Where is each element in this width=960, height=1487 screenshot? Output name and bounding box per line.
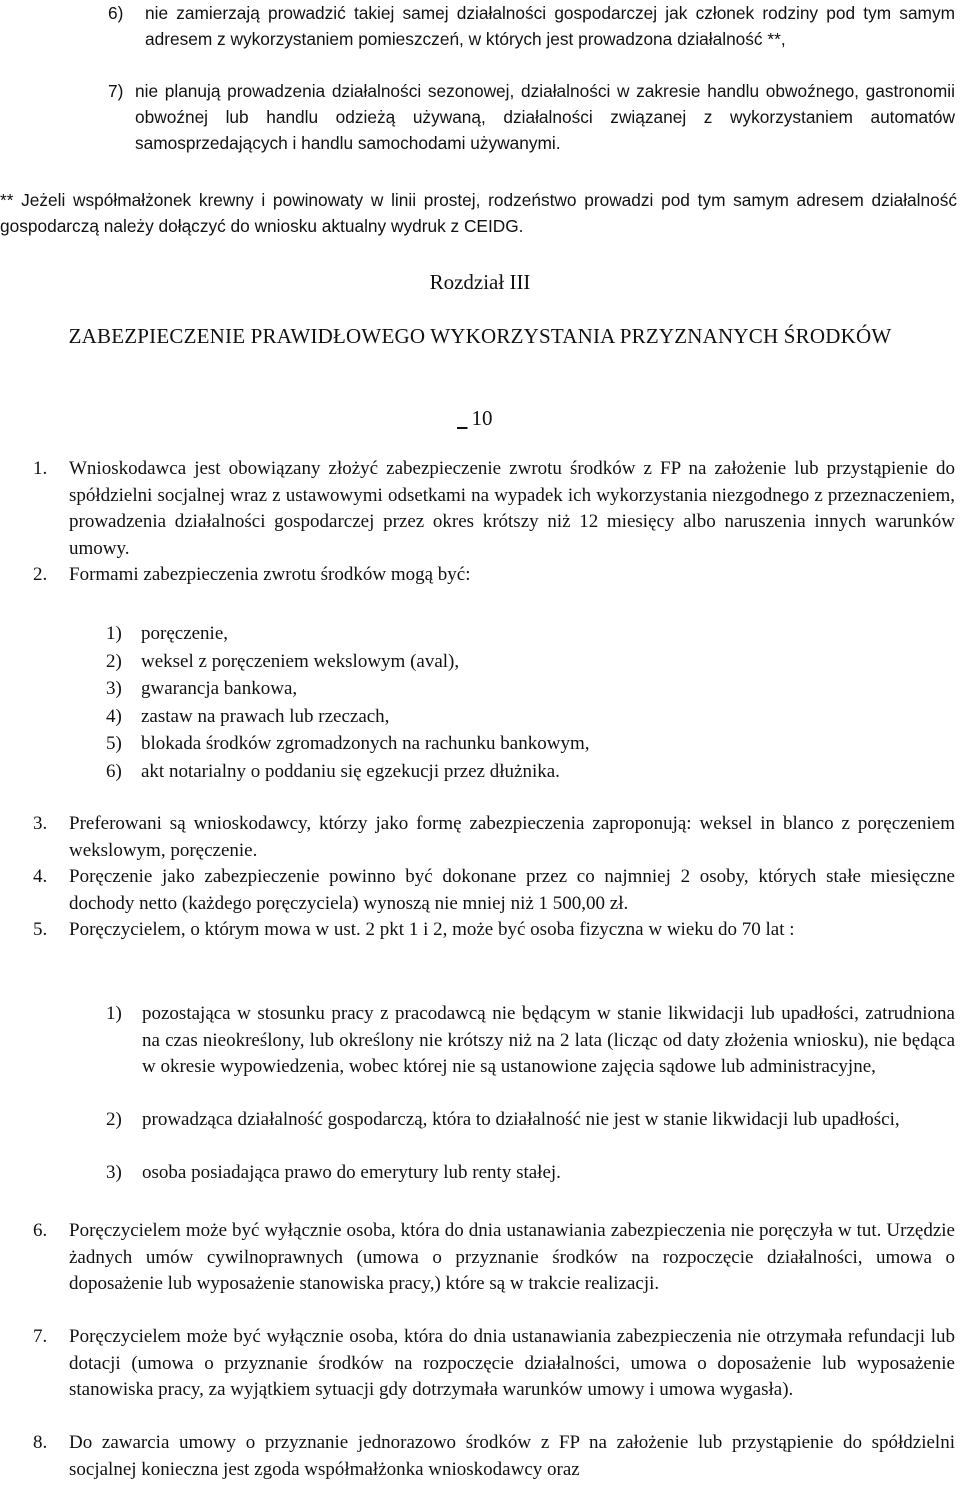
list-item-number: 1): [106, 1003, 122, 1024]
list-item-text: akt notarialny o poddaniu się egzekucji przez dłużnika.: [141, 760, 560, 782]
list-item-text: zastaw na prawach lub rzeczach,: [141, 705, 390, 727]
list-item-text: weksel z poręczeniem wekslowym (aval),: [141, 650, 460, 672]
list-item: [106, 676, 806, 704]
point-number: 8.: [33, 1432, 48, 1453]
list-item: [108, 0, 955, 52]
list-item-text: blokada środków zgromadzonych na rachunku bankowym,: [141, 733, 590, 755]
point-text: Poręczycielem może być wyłącznie osoba, która do dnia ustanawiania zabezpieczenia nie otrzymała refundacji lub dotacji (umowa o przyznanie środków na rozpoczęcie działalności, umowa o doposażenie lub wyposażenie stanowiska pracy, za wyjątkiem sytuacji gdy dotrzymała warunków umowy i umowa wygasła).: [69, 1326, 955, 1400]
list-item: [106, 704, 806, 732]
list-item: [106, 1001, 955, 1107]
list-item-text: nie zamierzają prowadzić takiej samej działalności gospodarczej jak członek rodziny pod tym samym adresem z wykorzystaniem pomieszczeń, w których jest prowadzona działalność **,: [145, 3, 955, 49]
forms-list: [106, 621, 806, 787]
list-item-number: 6): [108, 3, 124, 23]
guarantor-list: [106, 1001, 955, 1187]
list-item-text: prowadząca działalność gospodarczą, która to działalność nie jest w stanie likwidacji lub upadłości,: [142, 1109, 900, 1130]
section-number-text: 10: [471, 406, 493, 430]
point-item: [33, 1324, 955, 1430]
point-item: [33, 456, 955, 562]
point-number: 1.: [33, 458, 48, 479]
list-item-number: 4): [106, 705, 122, 727]
point-number: 7.: [33, 1326, 48, 1347]
list-item-text: osoba posiadająca prawo do emerytury lub renty stałej.: [142, 1162, 561, 1183]
point-text: Preferowani są wnioskodawcy, którzy jako formę zabezpieczenia zaproponują: weksel in blanco z poręczeniem wekslowym, poręczenie.: [69, 813, 955, 861]
list-item-number: 2): [106, 650, 122, 672]
list-item-number: 1): [106, 623, 122, 644]
point-item: [33, 917, 955, 970]
point-item: [33, 562, 955, 589]
point-item: [33, 864, 955, 917]
point-item: [33, 1218, 955, 1324]
point-text: Poręczycielem, o którym mowa w ust. 2 pkt 1 i 2, może być osoba fizyczna w wieku do 70 lat :: [69, 919, 795, 940]
point-text: Poręczenie jako zabezpieczenie powinno być dokonane przez co najmniej 2 osoby, których stałe miesięczne dochody netto (każdego poręczyciela) wynoszą nie mniej niż 1 500,00 zł.: [69, 866, 955, 914]
list-item: [106, 759, 806, 787]
list-item-number: 3): [106, 678, 122, 700]
list-item-text: gwarancja bankowa,: [141, 678, 298, 700]
list-item: [106, 649, 806, 677]
points-block-2: [33, 811, 955, 970]
list-item-text: poręczenie,: [141, 623, 229, 644]
point-text: Poręczycielem może być wyłącznie osoba, która do dnia ustanawiania zabezpieczenia nie poręczyła w tut. Urzędzie żadnych umów cywilnoprawnych (umowa o przyznanie środków na rozpoczęcie działalności, umowa o doposażenie lub wyposażenie stanowiska pracy,) które są w trakcie realizacji.: [69, 1220, 955, 1294]
point-item: [33, 1430, 955, 1483]
list-item-number: 6): [106, 760, 122, 782]
point-number: 6.: [33, 1220, 48, 1241]
footnote: ** Jeżeli współmałżonek krewny i powinowaty w linii prostej, rodzeństwo prowadzi pod tym samym adresem działalność gospodarczą należy dołączyć do wniosku aktualny wydruk z CEIDG.: [0, 190, 957, 236]
list-item-number: 7): [108, 81, 124, 101]
list-item: [106, 621, 806, 649]
points-block-1: [33, 456, 955, 589]
point-item: [33, 811, 955, 864]
list-item-text: pozostająca w stosunku pracy z pracodawcą nie będącym w stanie likwidacji lub upadłości, zatrudniona na czas nieokreślony, lub określony nie krótszy niż na 2 lata (licząc od daty złożenia wniosku), nie będąca w okresie wypowiedzenia, wobec której nie są ustanowione zajęcia sądowe lub administracyjne,: [142, 1003, 955, 1077]
section-number: [457, 404, 493, 432]
section-sign-icon: [457, 406, 468, 430]
list-item-text: nie planują prowadzenia działalności sezonowej, działalności w zakresie handlu obwoźnego, gastronomii obwoźnej lub handlu odzieżą używaną, działalności związanej z wykorzystaniem automatów samosprzedających i handlu samochodami używanymi.: [135, 81, 955, 153]
point-text: Wnioskodawca jest obowiązany złożyć zabezpieczenie zwrotu środków z FP na założenie lub przystąpienie do spółdzielni socjalnej wraz z ustawowymi odsetkami na wypadek ich wykorzystania niezgodnego z przeznaczeniem, prowadzenia działalności gospodarczej przez okres krótszy niż 12 miesięcy albo naruszenia innych warunków umowy.: [69, 458, 955, 559]
list-item: [106, 1107, 955, 1160]
point-text: Do zawarcia umowy o przyznanie jednorazowo środków z FP na założenie lub przystąpienie do spółdzielni socjalnej konieczna jest zgoda współmałżonka wnioskodawcy oraz: [69, 1432, 955, 1480]
chapter-title: ZABEZPIECZENIE PRAWIDŁOWEGO WYKORZYSTANIA PRZYZNANYCH ŚRODKÓW: [68, 324, 892, 348]
list-item: [108, 78, 955, 156]
point-number: 3.: [33, 813, 48, 834]
chapter-label: Rozdział III: [429, 270, 531, 294]
list-item-number: 5): [106, 733, 122, 755]
list-item: [106, 731, 806, 759]
list-item: [106, 1160, 955, 1187]
point-number: 2.: [33, 564, 48, 585]
list-item-number: 2): [106, 1109, 122, 1130]
point-text: Formami zabezpieczenia zwrotu środków mogą być:: [69, 564, 471, 585]
point-number: 5.: [33, 919, 48, 940]
point-number: 4.: [33, 866, 48, 887]
points-block-3: [33, 1218, 955, 1483]
list-item-number: 3): [106, 1162, 122, 1183]
